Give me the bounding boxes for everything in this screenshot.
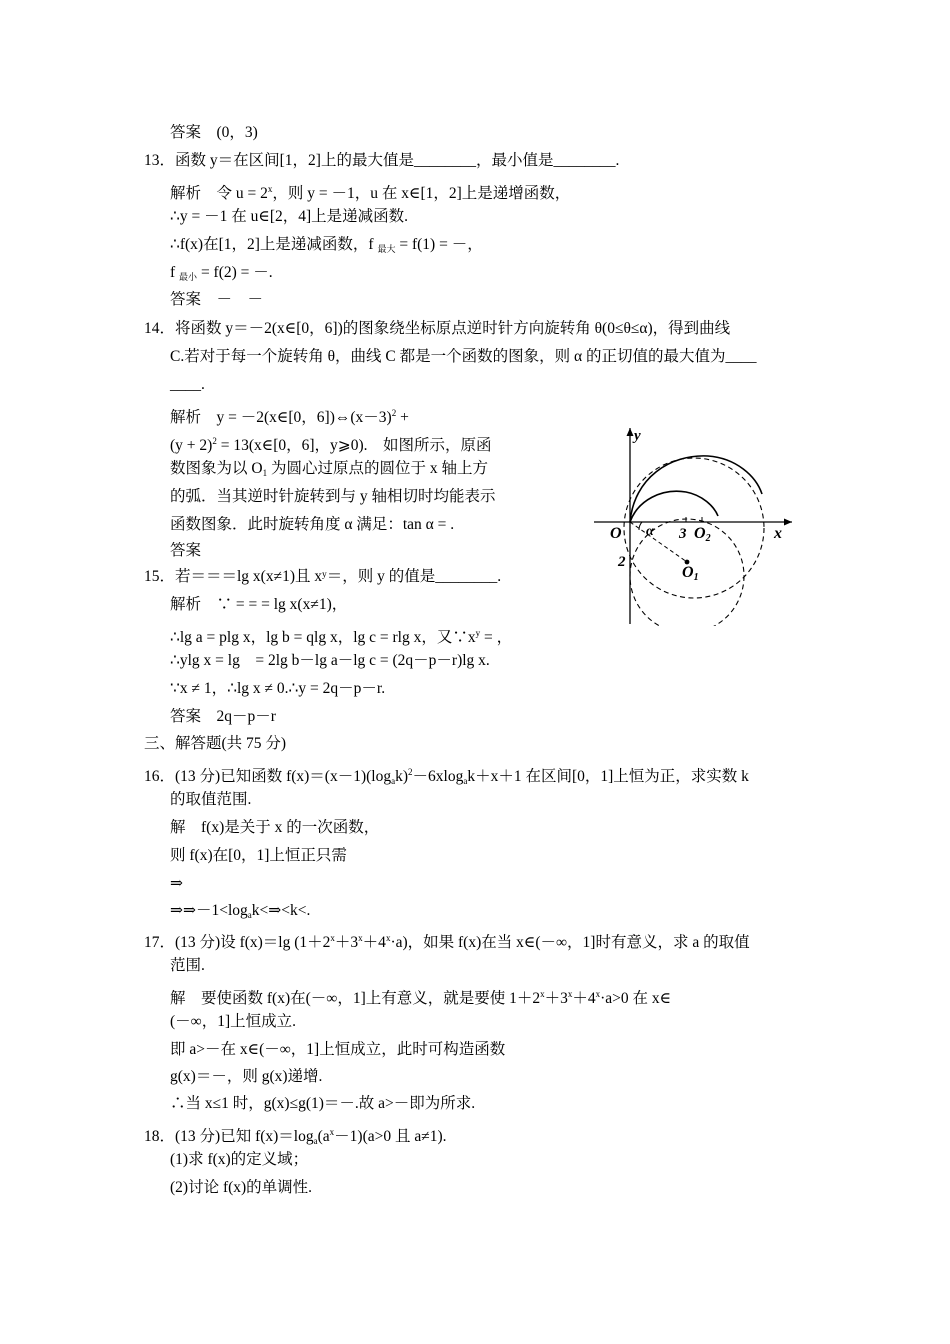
text-line-l22: 答案 2q－p－r bbox=[170, 708, 276, 725]
outer-solid-arc bbox=[630, 456, 762, 522]
text-line-l27: 则 f(x)在[0，1]上恒正只需 bbox=[170, 847, 347, 864]
y-axis-arrow bbox=[627, 428, 634, 436]
x-axis-label: x bbox=[774, 525, 782, 542]
text-line-l12: $(y + 2)^2$ = 13(x∈[0，6]，y⩾0). 如图所示，原函 bbox=[170, 436, 492, 454]
x-axis-arrow bbox=[784, 519, 792, 526]
text-line-l35: g(x)＝－，则 g(x)递增. bbox=[170, 1068, 323, 1085]
o2-label: O2 bbox=[694, 525, 711, 544]
text-line-l15: 函数图象．此时旋转角度 α 满足：tan α = . bbox=[170, 516, 455, 533]
alpha-label: α bbox=[646, 524, 654, 539]
text-line-l21: ∵x ≠ 1，∴lg x ≠ 0.∴y = 2q－p－r. bbox=[170, 680, 386, 697]
text-line-l19: ∴lg a = plg x，lg b = qlg x，lg c = rlg x，又$\because x^y$ = ， bbox=[170, 628, 513, 646]
text-line-l25: 的取值范围. bbox=[170, 791, 252, 808]
text-line-l09: C.若对于每一个旋转角 θ，曲线 C 都是一个函数的图象，则 α 的正切值的最大值为____ bbox=[170, 348, 757, 365]
text-line-l38: (1)求 f(x)的定义域； bbox=[170, 1151, 309, 1168]
text-line-l05: ∴f(x)在[1，2]上是递减函数，f $_{最大}$ = f(1) = －， bbox=[170, 236, 483, 254]
o1-label: O1 bbox=[682, 564, 699, 583]
circle-rotation-figure bbox=[590, 420, 798, 626]
text-line-l37: 18．(13 分)已知 $f(x)=\log_a(a^x-1)(a>0$ 且 a≠1). bbox=[144, 1127, 447, 1146]
three-label: 3 bbox=[679, 526, 687, 542]
alpha-angle-arc bbox=[639, 522, 642, 530]
text-line-l17: 15．若＝＝＝lg x(x≠1)且 xʸ＝，则 y 的值是________. bbox=[144, 568, 502, 585]
text-line-l08: 14．将函数 y＝－2(x∈[0，6])的图象绕坐标原点逆时针方向旋转角 θ(0≤θ≤α)，得到曲线 bbox=[144, 320, 731, 337]
text-line-l28: ⇒ bbox=[170, 875, 183, 892]
two-label: 2 bbox=[618, 554, 626, 570]
y-axis-label: y bbox=[634, 428, 641, 444]
text-line-l30: 17．(13 分)设 f(x)＝lg $(1+2^x+3^x+4^x\cdot a)$，如果 f(x)在当 x∈(－∞，1]时有意义，求 a 的取值 bbox=[144, 933, 750, 951]
text-line-l04: ∴y = －1 在 u∈[2，4]上是递减函数. bbox=[170, 208, 409, 225]
text-line-l33: (－∞，1]上恒成立. bbox=[170, 1013, 296, 1030]
text-line-l07: 答案 － － bbox=[170, 291, 264, 308]
text-line-l18: 解析 ∵ = = = lg x(x≠1)， bbox=[170, 596, 348, 613]
text-line-l13: 数图象为以 $O_1$ 为圆心过原点的圆位于 x 轴上方 bbox=[170, 460, 488, 478]
text-line-l16: 答案 bbox=[170, 542, 202, 559]
text-line-l02: 13．函数 y＝在区间[1，2]上的最大值是________，最小值是________. bbox=[144, 152, 620, 169]
text-line-l24: 16．(13 分)已知函数 $f(x)=(x-1)(\log_ak)^2-6xlog_ak+x+1$ 在区间[0，1]上恒为正，求实数 k bbox=[144, 767, 749, 786]
text-line-l29: $\Rightarrow\Rightarrow-1<\log_ak<\Rightarrow<k<$. bbox=[170, 902, 311, 920]
text-line-l20: ∴ylg x = lg = 2lg b－lg a－lg c = (2q－p－r)lg x. bbox=[170, 652, 490, 669]
text-line-l39: (2)讨论 f(x)的单调性. bbox=[170, 1179, 313, 1196]
text-line-l06: f $_{最小}$ = f(2) = －. bbox=[170, 264, 273, 282]
text-line-l32: 解 要使函数 f(x)在(－∞，1]上有意义，就是要使 $1+2^x+3^x+4^x\cdot a>0$ 在 x∈ bbox=[170, 989, 672, 1007]
text-line-l26: 解 f(x)是关于 x 的一次函数， bbox=[170, 819, 380, 836]
text-line-l31: 范围. bbox=[170, 957, 205, 974]
inner-solid-arc bbox=[630, 491, 718, 522]
text-line-l10: ____. bbox=[170, 376, 205, 393]
text-line-l23: 三、解答题(共 75 分) bbox=[144, 735, 287, 752]
text-line-l14: 的弧．当其逆时针旋转到与 y 轴相切时均能表示 bbox=[170, 488, 496, 505]
text-line-l36: ∴当 x≤1 时，g(x)≤g(1)＝－.故 a>－即为所求. bbox=[170, 1095, 476, 1112]
origin-label: O bbox=[610, 525, 622, 542]
text-line-l03: 解析 令 $u = 2^x$，则 y = －1，u 在 x∈[1，2]上是递增函数， bbox=[170, 184, 571, 202]
text-line-l34: 即 a>－在 x∈(－∞，1]上恒成立，此时可构造函数 bbox=[170, 1041, 506, 1058]
text-line-l11: 解析 y = －2(x∈[0，$6])\Leftrightarrow(x-3)^2$ + bbox=[170, 408, 409, 426]
text-line-l01: 答案 (0，3) bbox=[170, 124, 258, 141]
